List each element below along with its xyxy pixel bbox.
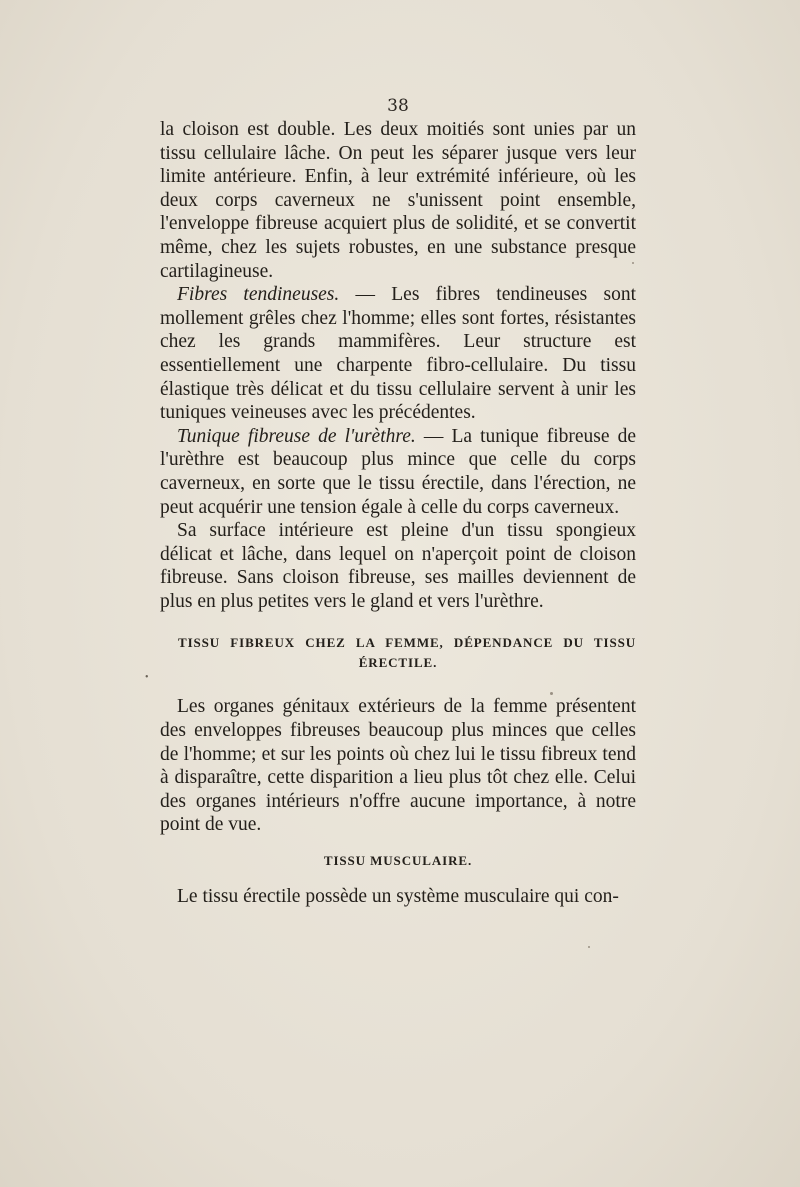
paragraph-fibres-tendineuses	[160, 283, 636, 425]
paragraph-systeme-musculaire: Le tissu érectile possède un système musculaire qui con-	[177, 886, 619, 908]
paragraph-surface-interieure: Sa surface intérieure est pleine d'un tissu spongieux délicat et lâche, dans lequel on n'aperçoit point de cloison fibreuse. Sans cloison fibreuse, ses mailles deviennent de plus en plus petites vers le gland et vers l'urèthre.	[160, 520, 636, 612]
paragraph-cloison: la cloison est double. Les deux moitiés sont unies par un tissu cellulaire lâche. On peut les séparer jusque vers leur limite antérieure. Enfin, à leur extrémité inférieure, où les deux corps caverneux ne s'unissent point ensemble, l'enveloppe fibreuse acquiert plus de solidité, et se convertit même, chez les sujets robustes, en une substance presque cartilagineuse.	[160, 119, 636, 282]
paragraph-text: — Les fibres tendineuses sont mollement grêles chez l'homme; elles sont fortes, résistantes chez les grands mammifères. Leur structure est essentiellement une charpente fibro-cellulaire. Du tissu élastique très délicat et du tissu cellulaire servent à unir les tuniques veineuses avec les précédentes.	[160, 284, 636, 424]
page-number: 38	[387, 96, 409, 116]
section-heading-tissu-fibreux: TISSU FIBREUX CHEZ LA FEMME, DÉPENDANCE DU TISSU ÉRECTILE.	[178, 635, 636, 671]
paragraph-text: — La tunique fibreuse de l'urèthre est beaucoup plus mince que celle du corps caverneux, en sorte que le tissu érectile, dans l'érection, ne peut acquérir une tension égale à celle du corps caverneux.	[160, 425, 637, 518]
paragraph-tunique-fibreuse	[160, 425, 636, 519]
run-in-heading: Fibres tendineuses.	[177, 284, 340, 306]
section-heading-tissu-musculaire: TISSU MUSCULAIRE.	[323, 853, 473, 869]
run-in-heading: Tunique fibreuse de l'urèthre.	[177, 425, 416, 447]
margin-bullet-mark: •	[145, 672, 149, 683]
paragraph-organes-genitaux: Les organes génitaux extérieurs de la femme présentent des enveloppes fibreuses beaucoup plus minces que celles de l'homme; et sur les points où chez lui le tissu fibreux tend à disparaître, cette disparition a lieu plus tôt chez elle. Celui des organes intérieurs n'offre aucune importance, à notre point de vue.	[160, 696, 636, 836]
paper-speck	[588, 946, 590, 948]
body-text	[160, 118, 636, 909]
